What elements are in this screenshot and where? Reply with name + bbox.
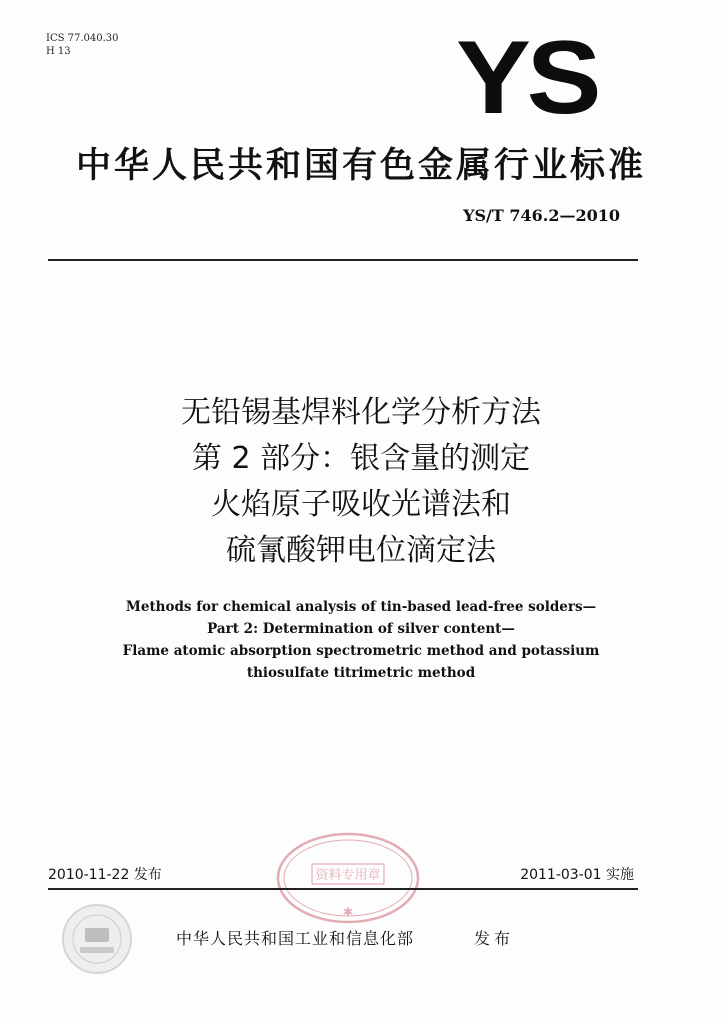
classification-codes [46,32,119,58]
ics-code: ICS 77.040.30 [46,33,119,44]
anti-counterfeit-badge-icon [60,902,134,976]
english-title-line-4: thiosulfate titrimetric method [246,665,476,681]
english-title-line-1: Methods for chemical analysis of tin-based lead-free solders— [125,599,597,615]
bottom-divider [48,888,638,890]
seal-text: 资料专用章 [315,868,381,883]
standard-category-title: 中华人民共和国有色金属行业标准 [75,146,646,186]
chinese-title [0,390,722,574]
english-title-line-3: Flame atomic absorption spectrometric method and potassium [122,643,600,659]
issuing-action: 发布 [474,929,515,948]
chinese-title-line-2: 第 2 部分：银含量的测定 [191,441,531,476]
chinese-title-line-3: 火焰原子吸收光谱法和 [211,487,511,522]
chinese-title-line-1: 无铅锡基焊料化学分析方法 [181,395,541,430]
issuing-authority: 中华人民共和国工业和信息化部 [176,929,415,948]
standard-number: YS/T 746.2—2010 [463,206,620,225]
chinese-title-line-4: 硫氰酸钾电位滴定法 [226,533,496,568]
svg-text:✱: ✱ [342,905,354,919]
english-title-line-2: Part 2: Determination of silver content— [207,621,515,637]
red-seal-stamp [272,828,424,928]
ccs-code: H 13 [46,46,71,57]
english-title [0,596,722,684]
issue-date: 2010-11-22 发布 [48,867,162,883]
implementation-date: 2011-03-01 实施 [520,867,634,883]
top-divider [48,259,638,261]
ys-logo: YS [456,20,598,136]
